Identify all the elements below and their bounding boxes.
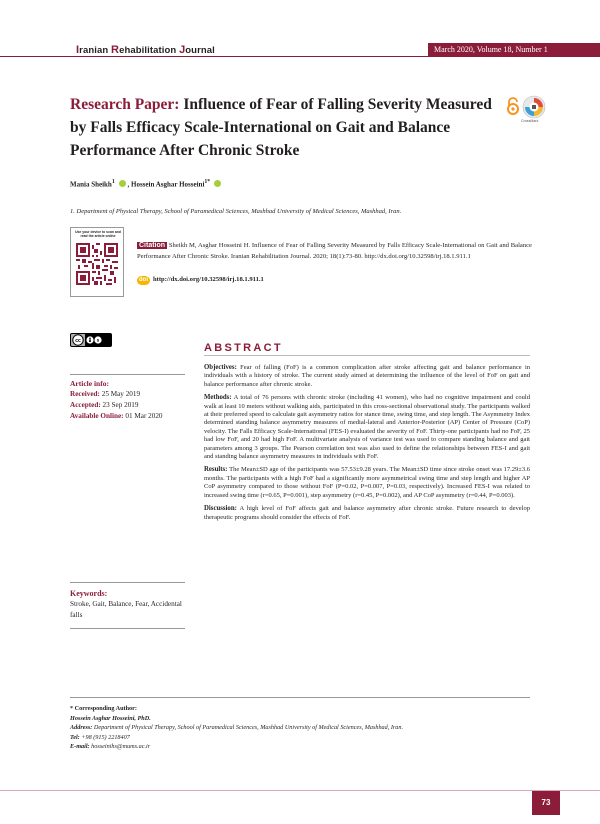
qr-caption: Use your device to scan and read the article online	[75, 230, 121, 238]
article-info	[70, 378, 163, 422]
accepted-date: 23 Sep 2019	[102, 401, 139, 409]
accepted-row	[70, 400, 163, 411]
discussion-text: A high level of FoF affects gait and balance asymmetry after chronic stroke. Future research to develop therapeutic programs should consider the effects of FoF.	[204, 505, 530, 521]
author-2-sup: 1*	[204, 179, 211, 185]
abstract-body	[204, 364, 530, 527]
abstract-results	[204, 466, 530, 500]
affiliation: 1. Department of Physical Therapy, School of Paramedical Sciences, Mashhad University of Medical Sciences, Mashhad, Iran.	[70, 208, 402, 215]
citation-block	[137, 240, 532, 262]
qr-code-icon[interactable]	[76, 243, 118, 285]
methods-text: A total of 76 persons with chronic stroke (including 41 women), who had no cognitive impairment and could walk at least 10 meters without walking aids, participated in this cross-sectional observational study. The participants walked at their preferred speed to calculate gait asymmetry ratios for stance time, swing time, and step length. The Asymmetry Index determined standing balance asymmetry measures of medial-lateral and Anterior-Posterior (AP) Center of Pressure (CoP) velocity. The Falls Efficacy Scale-International (FES-I) evaluated the severity of FoF. Thirty-one participants had no FoF, 25 had low FoF, and 20 had high FoF. A multivariate analysis of variance test was used to compare standing balance and gait parameters among 3 groups. The Pearson correlation test was also used to define the relationships between FES-I and gait and standing balance asymmetry measures in individuals with FoF.	[204, 394, 530, 461]
issue-banner: March 2020, Volume 18, Number 1	[428, 43, 600, 56]
address-label: Address:	[70, 724, 93, 732]
received-date: 25 May 2019	[101, 390, 141, 398]
logo-letter-j: J	[179, 44, 186, 56]
results-text: The Mean±SD age of the participants was 57.53±9.28 years. The Mean±SD time since stroke onset was 17.29±3.6 months. The participants with a high FoF had a significantly more asymmetrical swing time and step length and higher AP CoP asymmetry compared to those without FoF (P=0.02, P=0.007, P=0.03, respectively). Increased FES-I was related to increased swing time (r=0.65, P=0.001), step asymmetry (r=0.45, P=0.002), and AP CoP asymmetry (r=0.44, P=0.003).	[204, 466, 530, 499]
objectives-text: Fear of falling (FoF) is a common complication after stroke affecting gait and balance performance in individuals with a history of stroke. The current study aimed at determining the influence of the level of FoF on gait and balance performance after chronic stroke.	[204, 364, 530, 388]
author-1-sup: 1	[111, 179, 115, 185]
discussion-label: Discussion:	[204, 505, 237, 513]
objectives-label: Objectives:	[204, 364, 237, 371]
email-text[interactable]: hosseinihs@mums.ac.ir	[91, 743, 151, 751]
abstract-heading: ABSTRACT	[204, 342, 283, 354]
email-row	[70, 742, 403, 752]
online-date: 01 Mar 2020	[125, 412, 163, 420]
keywords-list: Stroke, Gait, Balance, Fear, Accidental falls	[70, 600, 182, 619]
sidebar-divider	[70, 628, 185, 629]
tel-label: Tel:	[70, 733, 80, 741]
cc-license-icon[interactable]	[70, 333, 112, 347]
logo-text-ehabilitation: ehabilitation	[119, 45, 180, 56]
sidebar-divider	[70, 582, 185, 583]
address-row	[70, 723, 403, 733]
title-text: Influence of Fear of Falling Severity Measured by Falls Efficacy Scale-International on Gait and Balance Performance After Chronic Stroke	[70, 96, 492, 159]
citation-label: Citation	[139, 242, 166, 249]
footer-divider	[0, 790, 600, 791]
logo-letter-r: R	[111, 44, 120, 56]
logo-text-ranian: ranian	[79, 45, 112, 56]
paper-type-label: Research Paper:	[70, 96, 180, 113]
abstract-objectives	[204, 364, 530, 389]
methods-label: Methods:	[204, 394, 232, 402]
journal-logo	[76, 44, 215, 56]
sidebar-divider	[70, 374, 185, 375]
abstract-methods	[204, 394, 530, 461]
author-1-name: Mania Sheikh	[70, 180, 112, 189]
svg-text:cc: cc	[75, 338, 81, 344]
online-row	[70, 411, 163, 422]
open-access-icon	[506, 97, 520, 115]
corresponding-heading: * Corresponding Author:	[70, 705, 137, 712]
header-divider	[0, 56, 600, 57]
tel-row	[70, 733, 403, 743]
crossmark-icon[interactable]	[522, 95, 546, 119]
abstract-divider	[204, 355, 530, 356]
corresponding-author	[70, 704, 403, 752]
doi-icon: doi	[139, 277, 148, 283]
orcid-icon[interactable]	[214, 180, 221, 187]
abstract-discussion	[204, 505, 530, 522]
page-number: 73	[532, 791, 560, 815]
article-info-heading: Article info:	[70, 379, 109, 388]
received-row	[70, 389, 163, 400]
svg-text:$: $	[96, 337, 100, 343]
corresponding-divider	[70, 697, 530, 698]
crossmark-label: CrossMark	[521, 119, 539, 123]
corresponding-name: Hossein Asghar Hosseini, PhD.	[70, 714, 151, 722]
doi-line	[137, 276, 264, 285]
results-label: Results:	[204, 466, 228, 474]
doi-link[interactable]: http://dx.doi.org/10.32598/irj.18.1.911.1	[153, 276, 264, 283]
tel-text: +98 (915) 2218407	[81, 733, 130, 741]
citation-text: Sheikh M, Asghar Hosseini H. Influence of Fear of Falling Severity Measured by Falls Efficacy Scale-International on Gait and Balance Performance After Chronic Stroke. Iranian Rehabilitation Journal. 2020; 18(1):73-80. http://dx.doi.org/10.32598/irj.18.1.911.1	[137, 242, 532, 260]
received-label: Received:	[70, 390, 100, 398]
keywords-heading: Keywords:	[70, 589, 108, 598]
keywords	[70, 588, 188, 621]
author-list	[70, 179, 223, 188]
orcid-icon[interactable]	[119, 180, 126, 187]
online-label: Available Online:	[70, 412, 124, 420]
address-text: Department of Physical Therapy, School of Paramedical Sciences, Mashhad University of Medical Sciences, Mashhad, Iran.	[93, 724, 404, 732]
author-2-name: Hossein Asghar Hosseini	[131, 180, 205, 189]
author-separator: ,	[127, 180, 131, 189]
logo-letter-i: I	[76, 44, 80, 56]
accepted-label: Accepted:	[70, 401, 101, 409]
logo-text-ournal: ournal	[185, 45, 215, 56]
email-label: E-mail:	[70, 743, 90, 751]
article-title	[70, 93, 502, 162]
